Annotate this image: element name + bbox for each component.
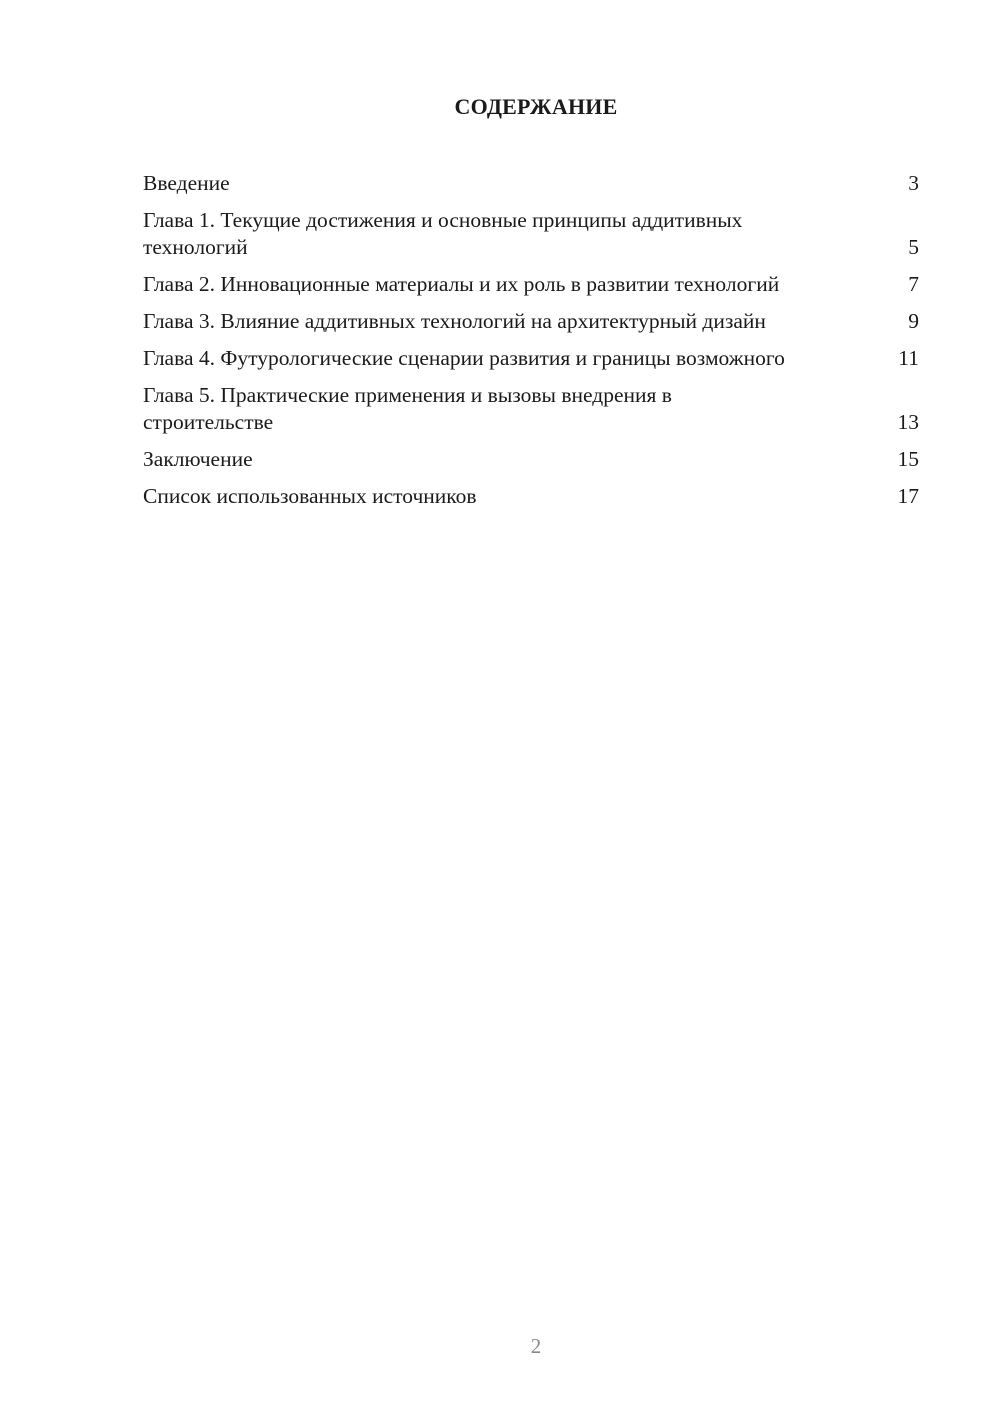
toc-entry-chapter-2[interactable] <box>143 271 919 298</box>
toc-entry-page: 17 <box>897 484 919 508</box>
page-number: 2 <box>530 1334 542 1358</box>
toc-entry-label: Список использованных источников <box>143 484 477 508</box>
toc-entry-page: 15 <box>897 447 919 471</box>
toc-entry-label: Глава 2. Инновационные материалы и их роль в развитии технологий <box>143 272 780 296</box>
toc-entry-page: 11 <box>898 346 919 370</box>
toc-entry-references[interactable] <box>143 483 919 510</box>
toc-entry-chapter-4[interactable] <box>143 345 919 372</box>
toc-entry-page: 13 <box>897 410 919 434</box>
toc-entry-label: Заключение <box>143 447 253 471</box>
toc-entry-label: Глава 4. Футурологические сценарии развития и границы возможного <box>143 346 785 370</box>
toc-entry-label: Глава 5. Практические применения и вызовы внедрения в строительстве <box>143 383 672 434</box>
table-of-contents <box>143 170 919 520</box>
toc-entry-page: 3 <box>908 171 919 195</box>
toc-entry-page: 7 <box>908 272 919 296</box>
toc-entry-label: Глава 1. Текущие достижения и основные принципы аддитивных технологий <box>143 208 743 259</box>
toc-entry-page: 5 <box>908 235 919 259</box>
toc-entry-introduction[interactable] <box>143 170 919 197</box>
toc-entry-chapter-1[interactable] <box>143 207 919 261</box>
toc-title: СОДЕРЖАНИЕ <box>454 94 618 119</box>
toc-entry-chapter-3[interactable] <box>143 308 919 335</box>
toc-entry-label: Глава 3. Влияние аддитивных технологий на архитектурный дизайн <box>143 309 766 333</box>
toc-entry-label: Введение <box>143 171 230 195</box>
toc-entry-conclusion[interactable] <box>143 446 919 473</box>
toc-entry-page: 9 <box>908 309 919 333</box>
toc-entry-chapter-5[interactable] <box>143 382 919 436</box>
